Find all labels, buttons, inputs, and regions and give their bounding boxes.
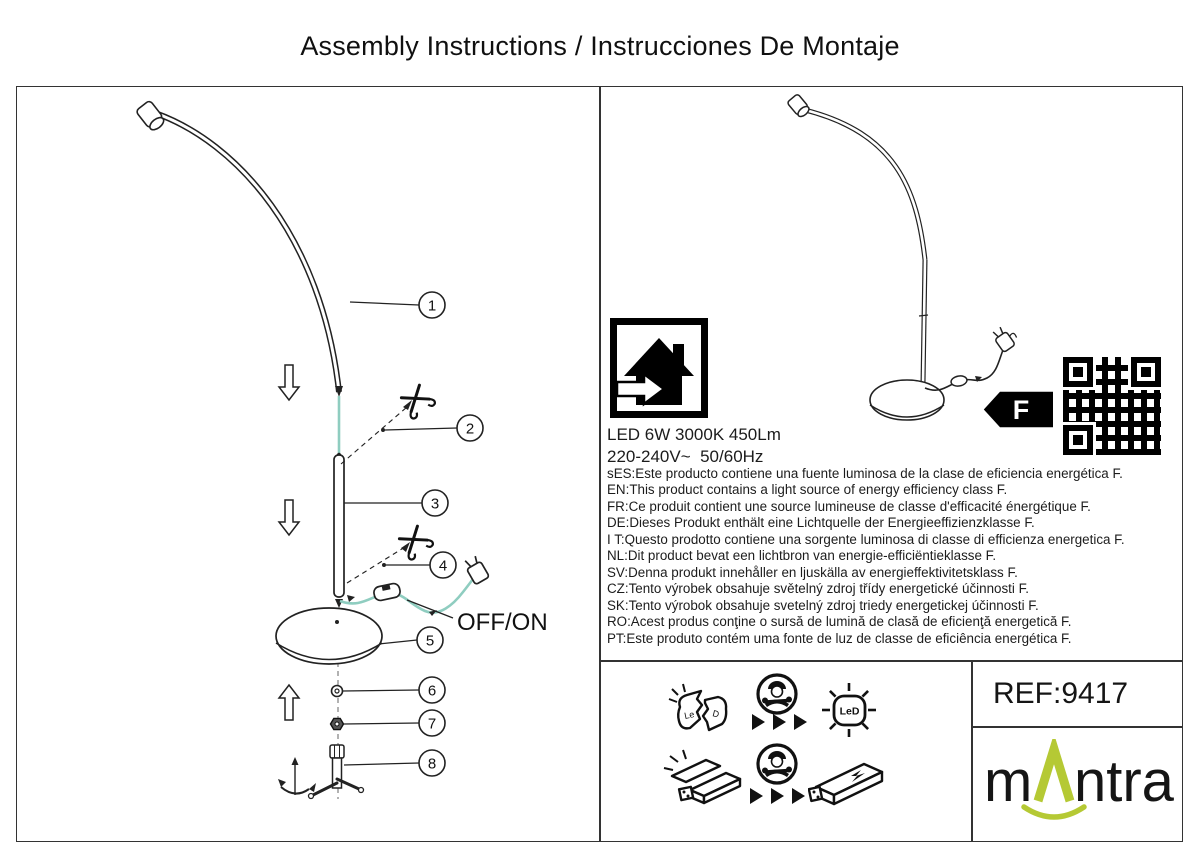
energy-statements (607, 466, 1185, 647)
base-disc (276, 608, 382, 664)
energy-class-arrow (983, 391, 1053, 428)
power-cable (340, 579, 473, 616)
switch-label: OFF/ON (457, 609, 548, 636)
power-plug (463, 554, 490, 585)
svg-text:D: D (711, 708, 721, 720)
up-arrow-icon (279, 685, 299, 720)
spec-led-line: LED 6W 3000K 450Lm (607, 425, 781, 444)
nut (331, 718, 344, 729)
energy-line: I T:Questo prodotto contiene una sorgente luminosa di classe di efficienza energetica F. (607, 531, 1125, 547)
energy-line: CZ:Tento výrobek obsahuje světelný zdroj třídy energetické účinnosti F. (607, 581, 1030, 597)
energy-line: EN:This product contains a light source of energy efficiency class F. (607, 482, 1008, 498)
assembly-diagram (17, 87, 600, 841)
energy-line: SV:Denna produkt innehåller en ljuskälla av energieffektivitetsklass F. (607, 564, 1018, 580)
connector-cable-upper (337, 396, 341, 457)
led-module-icon (815, 680, 883, 742)
mantra-logo (982, 739, 1174, 829)
arc-pole (155, 113, 343, 397)
down-arrow-icon (279, 365, 299, 400)
reference-number: REF:9417 (993, 676, 1129, 710)
energy-line: RO:Acest produs conţine o sursă de lumină de clasă de eficienţă energetică F. (607, 614, 1072, 630)
energy-line: DE:Dieses Produkt enthält eine Lichtquelle der Energieeffizienzklasse F. (607, 515, 1035, 531)
svg-text:Le: Le (683, 709, 696, 721)
qr-finder-icon (1063, 425, 1093, 455)
led-driver-icon (808, 755, 890, 811)
energy-line: SK:Tento výrobok obsahuje svetelný zdroj triedy energetickej účinnosti F. (607, 597, 1039, 613)
broken-led-icon (668, 683, 732, 745)
down-arrow-icon (279, 500, 299, 535)
broken-driver-icon (660, 748, 746, 812)
brand-caret-icon (1038, 749, 1070, 801)
callout-6 (419, 677, 445, 703)
washer (332, 686, 343, 697)
indoor-use-icon (610, 318, 708, 418)
arrows-right-icon (750, 788, 808, 804)
qr-code (1063, 357, 1161, 455)
svg-text:1: 1 (427, 297, 437, 315)
brand-suffix: ntra (1073, 749, 1174, 814)
arrows-right-icon (752, 714, 810, 730)
svg-text:6: 6 (427, 682, 437, 700)
svg-text:2: 2 (465, 420, 475, 438)
lamp-specs (607, 424, 781, 468)
brand-prefix: m (983, 749, 1032, 814)
energy-line: PT:Este produto contém uma fonte de luz de classe de eficiência energética F. (607, 630, 1072, 646)
svg-text:3: 3 (430, 495, 440, 513)
assembled-lamp-drawing (735, 88, 1065, 433)
rotate-icon (278, 757, 316, 795)
straight-pole (334, 455, 344, 608)
callout-7 (419, 710, 445, 736)
svg-text:8: 8 (427, 755, 437, 773)
lamp-base (870, 380, 944, 420)
service-worker-icon (755, 742, 799, 786)
lamp-arc (805, 110, 928, 384)
inline-switch (373, 582, 401, 601)
energy-line: FR:Ce produit contient une source lumineuse de classe d'efficacité énergétique F. (607, 498, 1091, 514)
spec-voltage-line: 220-240V~ 50/60Hz (607, 447, 764, 466)
page-title: Assembly Instructions / Instrucciones De Montaje (300, 31, 900, 61)
scissors-icon (397, 524, 434, 560)
svg-text:5: 5 (425, 632, 435, 650)
lamp-head (787, 94, 811, 119)
callout-5 (417, 627, 443, 653)
callout-3 (422, 490, 448, 516)
qr-finder-icon (1131, 357, 1161, 387)
lamp-plug (991, 323, 1020, 353)
svg-text:4: 4 (438, 557, 448, 575)
callout-1 (419, 292, 445, 318)
spotlight-head (136, 100, 167, 133)
cut-leader-2 (341, 407, 407, 464)
service-worker-icon (755, 672, 799, 716)
lamp-cord (925, 350, 1003, 390)
energy-line: sES:Este producto contiene una fuente luminosa de la clase de eficiencia energética F. (607, 466, 1123, 481)
brand-logo (972, 727, 1183, 841)
energy-class-letter: F (1012, 395, 1030, 425)
svg-text:LeD: LeD (839, 705, 860, 718)
callout-8 (419, 750, 445, 776)
energy-line: NL:Dit product bevat een lichtbron van energie-efficiëntieklasse F. (607, 548, 997, 564)
svg-text:7: 7 (427, 715, 437, 733)
callout-2 (457, 415, 483, 441)
scissors-icon (399, 383, 436, 419)
bolt-tool (309, 745, 364, 799)
callout-4 (430, 552, 456, 578)
qr-finder-icon (1063, 357, 1093, 387)
